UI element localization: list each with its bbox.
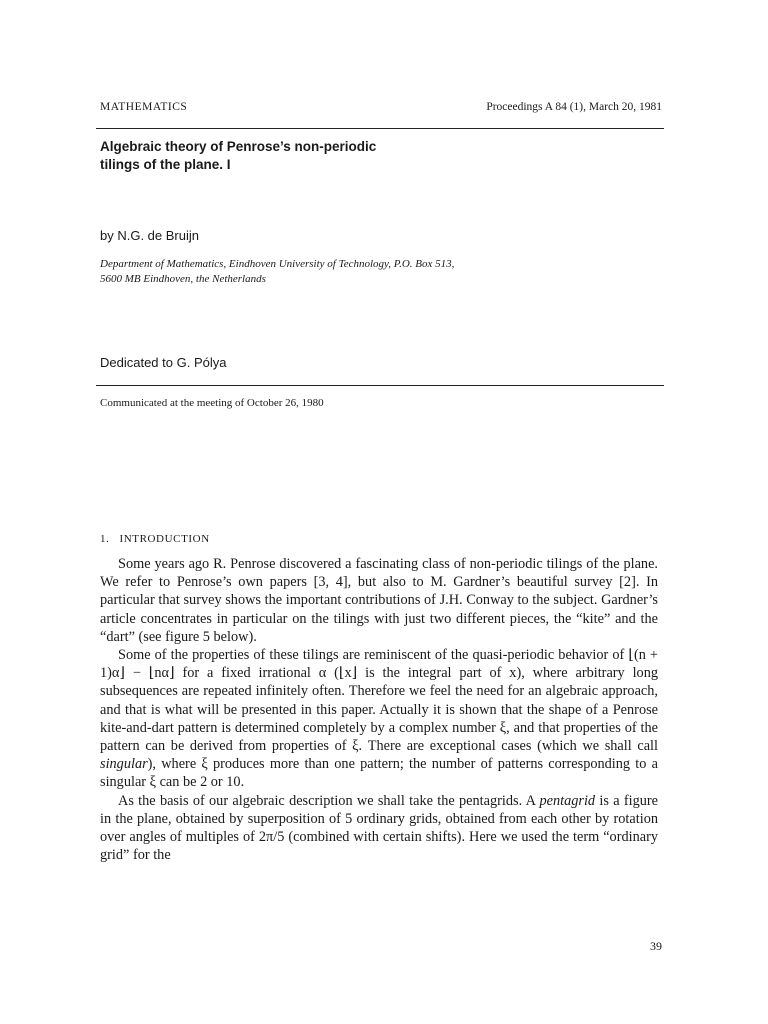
- paragraph-3-text-a: As the basis of our algebraic description we shall take the pentagrids. A: [118, 792, 540, 809]
- article-title-line-1: Algebraic theory of Penrose’s non-periodic: [100, 139, 377, 154]
- paragraph-3-emphasis: pentagrid: [539, 792, 596, 809]
- author-line: by N.G. de Bruijn: [100, 228, 199, 243]
- paragraph-2-emphasis: singular: [100, 756, 148, 773]
- author-affiliation: [100, 257, 620, 287]
- dedication-rule: [96, 385, 664, 386]
- article-title-line-2: tilings of the plane. I: [100, 157, 231, 172]
- affiliation-line-2: 5600 MB Eindhoven, the Netherlands: [100, 273, 266, 285]
- communicated-note: Communicated at the meeting of October 26, 1980: [100, 397, 324, 409]
- page-number: 39: [650, 939, 662, 953]
- paragraph-3: [100, 792, 658, 865]
- affiliation-line-1: Department of Mathematics, Eindhoven University of Technology, P.O. Box 513,: [100, 258, 455, 270]
- section-body: [100, 555, 658, 864]
- paragraph-1: Some years ago R. Penrose discovered a fascinating class of non-periodic tilings of the plane. We refer to Penrose’s own papers [3, 4], but also to M. Gardner’s beautiful survey [2]. In particular that survey shows the important contributions of J.H. Conway to the subject. Gardner’s article concentrates in particular on the tilings with just two different pieces, the “kite” and the “dart” (see figure 5 below).: [100, 556, 658, 645]
- section-number: 1.: [100, 533, 110, 545]
- journal-citation: Proceedings A 84 (1), March 20, 1981: [486, 101, 662, 113]
- paragraph-3-text-b: is a figure in the plane, obtained by superposition of 5 ordinary grids, obtained from each other by rotation over angles of multiples of 2π/5 (combined with certain shifts). Here we used the term “ordinary grid” for the: [100, 792, 658, 864]
- paragraph-2-text-b: ), where ξ produces more than one pattern; the number of patterns corresponding to a singular ξ can be 2 or 10.: [100, 756, 658, 791]
- section-title: INTRODUCTION: [119, 533, 210, 545]
- paragraph-2: [100, 646, 658, 792]
- running-head: [100, 101, 662, 113]
- dedication: Dedicated to G. Pólya: [100, 355, 227, 370]
- header-rule: [96, 128, 664, 129]
- article-title: [100, 138, 520, 174]
- paragraph-2-text-a: Some of the properties of these tilings are reminiscent of the quasi-periodic behavior of ⌊(n + 1)α⌋ − ⌊nα⌋ for a fixed irrational α (⌊x⌋ is the integral part of x), where arbitrary long subsequences are repeated infinitely often. Therefore we feel the need for an algebraic approach, and that is what will be presented in this paper. Actually it is shown that the shape of a Penrose kite-and-dart pattern is determined completely by a complex number ξ, and that properties of the pattern can be derived from properties of ξ. There are exceptional cases (which we shall call: [100, 647, 658, 755]
- journal-section-label: MATHEMATICS: [100, 101, 188, 113]
- section-heading: [100, 533, 210, 545]
